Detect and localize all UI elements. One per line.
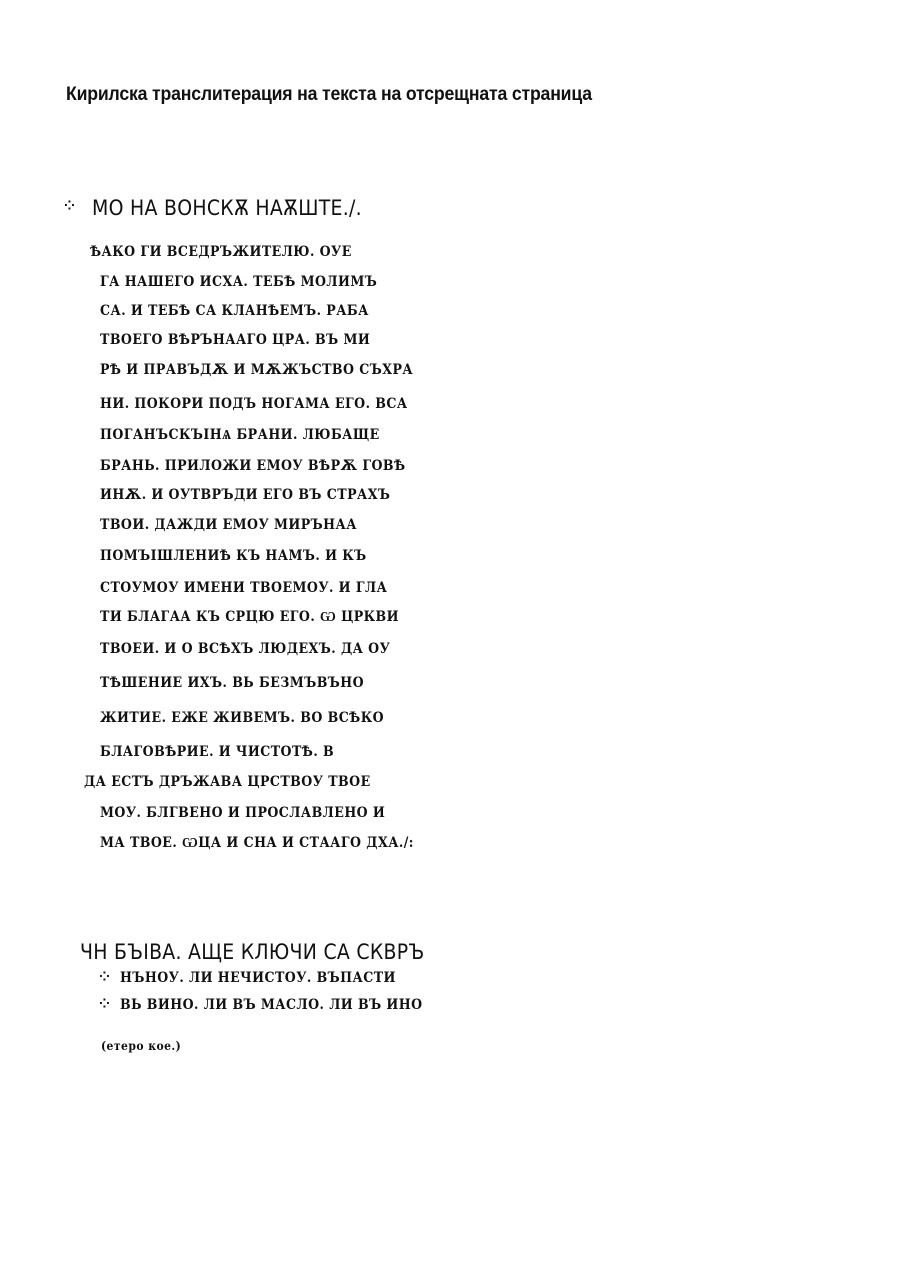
section1-line: ГА НАШЕГО ИСХА. ТЕБѢ МОЛИМЪ bbox=[100, 274, 378, 290]
section1-line: ДА ЕСТЪ ДРЪЖАВА ЦРСТВОУ ТВОЕ bbox=[84, 774, 371, 790]
section1-line: ИНѪ. И ОУТВРЪДИ ЕГО ВЪ СТРАХЪ bbox=[100, 487, 391, 503]
section1-line: МОУ. БЛГВЕНО И ПРОСЛАВЛЕНО И bbox=[100, 805, 386, 821]
section1-line: БРАНЬ. ПРИЛОЖИ ЕМОУ ВѢРѪ ГОВѢ bbox=[100, 458, 406, 474]
section2-title: ЧН БЪIВА. АЩЕ КЛЮЧИ СА СКВРЪ bbox=[80, 940, 425, 964]
page-heading: Кирилска транслитерация на текста на отсрещната страница bbox=[66, 84, 592, 105]
section2-note: (етеро кое.) bbox=[101, 1039, 182, 1053]
section1-line: БЛАГОВѢРИЕ. И ЧИСТОТѢ. В bbox=[100, 744, 335, 760]
section1-line: РѢ И ПРАВЪДѪ И МѪЖЪСТВО СЪХРА bbox=[100, 362, 414, 378]
section2-line: НЪНОУ. ЛИ НЕЧИСТОУ. ВЪПАСТИ bbox=[120, 970, 396, 986]
section1-line: ТѢШЕНИЕ ИХЪ. ВЬ БЕЗМЪВЪНО bbox=[100, 675, 365, 691]
section-marker: ⁘ bbox=[64, 199, 75, 214]
section1-line: ТВОИ. ДАЖДИ ЕМОУ МИРЪНАА bbox=[100, 517, 357, 533]
section1-line: СА. И ТЕБѢ СА КЛАНѢЕМЪ. РАБА bbox=[100, 303, 369, 319]
section1-line: СТОУМОУ ИМЕНИ ТВОЕМОУ. И ГЛА bbox=[100, 580, 388, 596]
section1-line: ПОГАНЪСКЪIНѦ БРАНИ. ЛЮБАЩЕ bbox=[100, 427, 380, 443]
section1-line: ЖИТИЕ. ЕЖЕ ЖИВЕМЪ. ВО ВСѢКО bbox=[100, 710, 385, 726]
section1-title: МО НА ВОНСКѪ НАѪШТЕ./. bbox=[92, 196, 362, 220]
section1-line: ѢАКО ГИ ВСЕДРЪЖИТЕЛЮ. ОУЕ bbox=[90, 244, 352, 260]
section1-line: ТВОЕГО ВѢРЪНААГО ЦРА. ВЪ МИ bbox=[100, 332, 371, 348]
line-marker: ⁘ bbox=[99, 997, 110, 1012]
section1-line: НИ. ПОКОРИ ПОДЪ НОГАМА ЕГО. ВСА bbox=[100, 396, 408, 412]
section1-line: ТВОЕИ. И О ВСѢХЪ ЛЮДЕХЪ. ДА ОУ bbox=[100, 641, 391, 657]
section1-line: ТИ БЛАГАА КЪ СРЦЮ ЕГО. Ѡ ЦРКВИ bbox=[100, 609, 399, 625]
section1-line: МА ТВОЕ. ѠЦА И СНА И СТААГО ДХА./: bbox=[100, 835, 414, 851]
line-marker: ⁘ bbox=[99, 970, 110, 985]
section2-line: ВЬ ВИНО. ЛИ ВЪ МАСЛО. ЛИ ВЪ ИНО bbox=[120, 997, 423, 1013]
section1-line: ПОМЪIШЛЕНИѢ КЪ НАМЪ. И КЪ bbox=[100, 548, 367, 564]
